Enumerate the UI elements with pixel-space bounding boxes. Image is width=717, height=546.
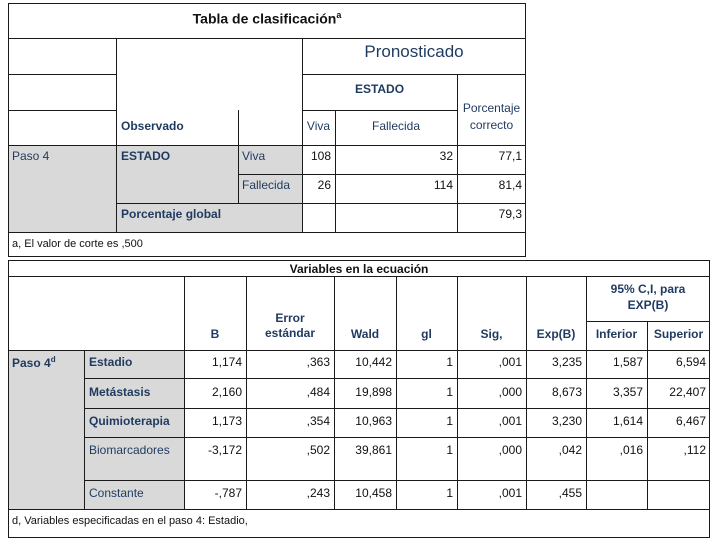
pct-header-line1: Porcentaje [462, 101, 521, 115]
cell-estadio-sup: 6,594 [675, 355, 706, 369]
cell-biomarcadores-exp: ,042 [558, 443, 582, 457]
cell-metastasis-inf: 3,357 [612, 385, 643, 399]
cell-biomarcadores-inf: ,016 [619, 443, 643, 457]
cell-estadio-b: 1,174 [211, 355, 242, 369]
cell-metastasis-gl: 1 [446, 385, 453, 399]
header-ci-line2: EXP(B) [627, 298, 669, 312]
cell-metastasis-sig: ,000 [498, 385, 522, 399]
cell-estadio-wald: 10,442 [355, 355, 392, 369]
header-superior: Superior [653, 327, 704, 341]
cell-constante-gl: 1 [446, 486, 453, 500]
cell-fallecida-pct: 81,4 [498, 178, 522, 192]
cell-quimioterapia-inf: 1,614 [612, 414, 643, 428]
cell-biomarcadores-b: -3,172 [207, 443, 242, 457]
pct-header-line2: correcto [469, 118, 514, 132]
cell-viva-viva: 108 [310, 149, 331, 163]
cell-metastasis-exp: 8,673 [551, 385, 582, 399]
classification-table-title: Tabla de clasificación$^a$ [192, 10, 342, 27]
cell-fallecida-viva: 26 [317, 178, 331, 192]
cell-estadio-err: ,363 [306, 355, 330, 369]
cell-metastasis-wald: 19,898 [355, 385, 392, 399]
header-b: B [210, 327, 220, 341]
header-ci-line1: 95% C,I, para [610, 282, 686, 296]
cell-quimioterapia-sig: ,001 [498, 414, 522, 428]
step-label: Paso 4 [12, 149, 50, 163]
cell-biomarcadores-gl: 1 [446, 443, 453, 457]
row-label-estadio: Estadio [89, 355, 133, 369]
cell-biomarcadores-wald: 39,861 [355, 443, 392, 457]
global-pct: 79,3 [498, 207, 522, 221]
row-label-biomarcadores: Biomarcadores [89, 443, 170, 457]
global-label: Porcentaje global [121, 207, 222, 221]
cell-estadio-gl: 1 [446, 355, 453, 369]
header-error-line2: estándar [264, 326, 316, 340]
cell-metastasis-sup: 22,407 [669, 385, 706, 399]
header-gl: gl [421, 327, 432, 341]
cell-constante-sig: ,001 [498, 486, 522, 500]
cell-metastasis-b: 2,160 [211, 385, 242, 399]
row-label-constante: Constante [89, 486, 144, 500]
estado-row-variable: ESTADO [121, 149, 171, 163]
col-fallecida-header: Fallecida [371, 119, 421, 133]
header-wald: Wald [350, 327, 380, 341]
classification-footnote: a, El valor de corte es ,500 [12, 238, 143, 250]
cell-estadio-inf: 1,587 [612, 355, 643, 369]
row-label-viva: Viva [242, 149, 266, 163]
cell-biomarcadores-err: ,502 [306, 443, 330, 457]
cell-estadio-exp: 3,235 [551, 355, 582, 369]
variables-table-title: Variables en la ecuación [289, 262, 429, 276]
cell-quimioterapia-wald: 10,963 [355, 414, 392, 428]
cell-viva-fallecida: 32 [439, 149, 453, 163]
header-sig: Sig, [480, 327, 503, 341]
row-label-fallecida: Fallecida [242, 178, 291, 192]
cell-quimioterapia-exp: 3,230 [551, 414, 582, 428]
variables-step-label: Paso 4$^d$ [12, 355, 56, 370]
cell-biomarcadores-sig: ,000 [498, 443, 522, 457]
pronosticado-header: Pronosticado [364, 42, 464, 61]
cell-quimioterapia-b: 1,173 [211, 414, 242, 428]
col-viva-header: Viva [306, 119, 331, 133]
row-label-metastasis: Metástasis [89, 385, 151, 399]
header-exp: Exp(B) [536, 327, 576, 341]
cell-quimioterapia-sup: 6,467 [675, 414, 706, 428]
cell-biomarcadores-sup: ,112 [683, 443, 706, 457]
estado-predicted-header: ESTADO [354, 82, 405, 96]
cell-constante-err: ,243 [306, 486, 330, 500]
cell-viva-pct: 77,1 [498, 149, 522, 163]
cell-metastasis-err: ,484 [306, 385, 330, 399]
variables-footnote: d, Variables especificadas en el paso 4: Estadio, [12, 515, 248, 527]
header-error-line1: Error [275, 311, 305, 325]
cell-quimioterapia-gl: 1 [446, 414, 453, 428]
cell-constante-wald: 10,458 [355, 486, 392, 500]
cell-fallecida-fallecida: 114 [433, 178, 453, 192]
cell-quimioterapia-err: ,354 [306, 414, 330, 428]
row-label-quimioterapia: Quimioterapia [89, 414, 170, 428]
observado-header: Observado [121, 119, 184, 133]
header-inferior: Inferior [595, 327, 638, 341]
cell-estadio-sig: ,001 [498, 355, 522, 369]
cell-constante-exp: ,455 [558, 486, 582, 500]
cell-constante-b: -,787 [214, 486, 242, 500]
